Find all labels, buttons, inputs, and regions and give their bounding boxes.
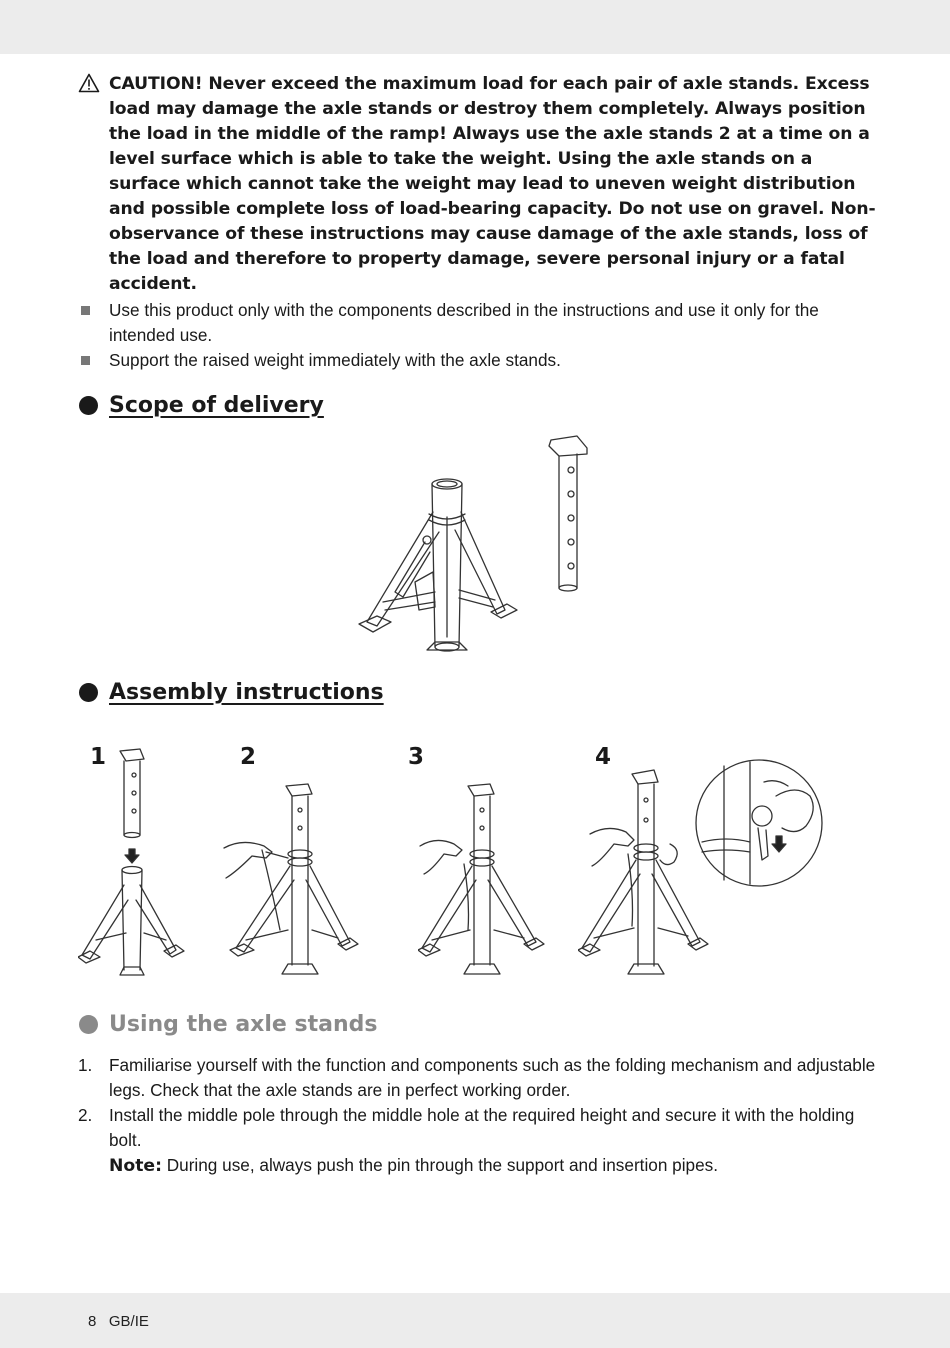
step-number-4: 4 [595, 744, 612, 770]
caution-block [78, 72, 878, 297]
square-bullet-icon [81, 306, 90, 315]
usage-instructions-list [78, 1053, 878, 1179]
section-heading-scope: Scope of delivery [78, 392, 324, 420]
warning-triangle-icon [78, 73, 100, 93]
list-item [78, 1053, 878, 1103]
axle-stand-illustration [355, 432, 595, 660]
bullet-dot-icon [79, 683, 98, 702]
note-label: Note: [109, 1156, 162, 1176]
bullet-dot-icon [79, 396, 98, 415]
list-number: 1. [78, 1055, 93, 1075]
bullet-text: Support the raised weight immediately with the axle stands. [109, 350, 561, 370]
page-header-band [0, 0, 950, 54]
locale-label: GB/IE [108, 1313, 149, 1330]
pin-detail-illustration [692, 756, 826, 890]
instruction-text: Install the middle pole through the middle hole at the required height and secure it with the holding bolt. [109, 1105, 855, 1150]
note-text: During use, always push the pin through the support and insertion pipes. [161, 1155, 719, 1175]
list-number: 2. [78, 1105, 93, 1125]
page-number: 8 [88, 1313, 97, 1330]
instruction-text: Familiarise yourself with the function and components such as the folding mechanism and adjustable legs. Check that the axle stands are in perfect working order. [109, 1055, 876, 1100]
section-heading-using: Using the axle stands [78, 1011, 377, 1039]
step-number-2: 2 [240, 744, 257, 770]
bullet-text: Use this product only with the components described in the instructions and use it only for the intended use. [109, 300, 819, 345]
assembly-step-3-illustration [418, 780, 548, 980]
caution-text: CAUTION! Never exceed the maximum load for each pair of axle stands. Excess load may damage the axle stands or destroy them completely. Always position the load in the middle of the ramp! Always use the axle stands 2 at a time on a level surface which is able to take the weight. Using the axle stands on a surface which cannot take the weight may lead to uneven weight distribution and possible complete loss of load-bearing capacity. Do not use on gravel. Non-observance of these instructions may cause damage of the axle stands, loss of the load and therefore to property damage, severe personal injury or a fatal accident. [109, 74, 876, 294]
assembly-step-2-illustration [222, 780, 362, 980]
list-item [78, 348, 878, 373]
step-number-3: 3 [408, 744, 425, 770]
step-number-1: 1 [90, 744, 107, 770]
bullet-dot-icon [79, 1015, 98, 1034]
page-footer [88, 1313, 149, 1330]
safety-bullets [78, 298, 878, 373]
assembly-step-1-illustration [78, 745, 188, 980]
list-item [78, 298, 878, 348]
square-bullet-icon [81, 356, 90, 365]
list-item [78, 1103, 878, 1179]
section-heading-assembly: Assembly instructions [78, 679, 384, 707]
